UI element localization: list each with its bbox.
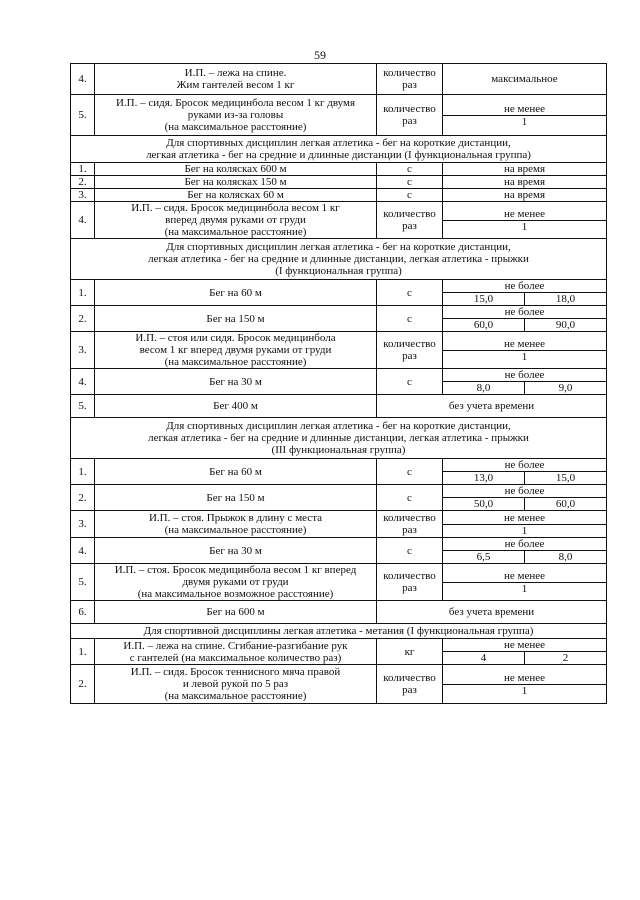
unit-line: с <box>407 286 412 299</box>
value-part: 60,0 <box>473 319 494 331</box>
unit-line: количество <box>383 672 436 684</box>
exercise-line: Бег на колясках 600 м <box>184 163 287 175</box>
value-cell <box>443 280 607 306</box>
section-title-line: Для спортивных дисциплин легкая атлетика - бег на короткие дистанции, <box>166 241 511 253</box>
value-cell <box>443 485 607 511</box>
exercise-line: Бег на 150 м <box>206 491 265 504</box>
value-part: 15,0 <box>473 293 494 305</box>
table-row <box>71 306 607 332</box>
exercise-cell <box>95 189 377 202</box>
value-cell <box>443 459 607 485</box>
row-number: 1. <box>71 639 95 665</box>
value-part: 9,0 <box>524 382 606 394</box>
value-part: 1 <box>521 220 528 233</box>
exercise-line: И.П. – стоя. Бросок медицинбола весом 1 кг вперед <box>114 564 357 576</box>
row-number: 1. <box>71 280 95 306</box>
row-number: 4. <box>71 64 95 95</box>
value-cell <box>443 639 607 665</box>
exercise-cell <box>95 163 377 176</box>
value-parts <box>443 472 606 484</box>
table-row <box>71 564 607 601</box>
table-row <box>71 369 607 395</box>
value-header: не менее <box>443 338 606 351</box>
table-row <box>71 511 607 538</box>
unit-line: раз <box>402 115 417 127</box>
row-number: 4. <box>71 538 95 564</box>
unit-cell <box>377 189 443 202</box>
exercise-cell <box>95 332 377 369</box>
exercise-cell <box>95 176 377 189</box>
exercise-line: (на максимальное расстояние) <box>164 690 307 702</box>
value-header: не более <box>443 538 606 551</box>
exercise-line: И.П. – стоя. Прыжок в длину с места <box>148 512 323 524</box>
exercise-line: И.П. – лежа на спине. <box>184 67 287 79</box>
merged-value-cell <box>377 395 607 418</box>
value-cell <box>443 95 607 136</box>
row-number: 3. <box>71 332 95 369</box>
exercise-cell <box>95 306 377 332</box>
section-header-row <box>71 624 607 639</box>
exercise-line: И.П. – лежа на спине. Сгибание-разгибание рук <box>123 639 348 652</box>
unit-line: раз <box>402 79 417 91</box>
value-text: на время <box>503 189 546 201</box>
exercise-line: Жим гантелей весом 1 кг <box>176 79 295 91</box>
exercise-cell <box>95 564 377 601</box>
unit-cell <box>377 306 443 332</box>
value-cell <box>443 163 607 176</box>
row-number: 6. <box>71 601 95 624</box>
value-text: на время <box>503 163 546 175</box>
value-part: 2 <box>524 652 606 664</box>
exercise-line: вперед двумя руками от груди <box>165 214 306 226</box>
value-header: не менее <box>443 672 606 685</box>
unit-cell <box>377 511 443 538</box>
row-number: 2. <box>71 306 95 332</box>
exercise-cell <box>95 639 377 665</box>
unit-cell <box>377 665 443 704</box>
exercise-line: (на максимальное расстояние) <box>164 121 307 133</box>
unit-line: раз <box>402 684 417 696</box>
value-part: 15,0 <box>524 472 606 484</box>
unit-cell <box>377 485 443 511</box>
unit-cell <box>377 64 443 95</box>
unit-line: с <box>407 189 412 201</box>
value-parts <box>443 652 606 664</box>
unit-line: раз <box>402 582 417 594</box>
row-number: 2. <box>71 485 95 511</box>
value-text: максимальное <box>491 73 558 85</box>
unit-line: количество <box>383 570 436 582</box>
value-part: 50,0 <box>473 498 494 510</box>
value-parts <box>443 685 606 697</box>
unit-line: количество <box>383 512 436 524</box>
table-row <box>71 538 607 564</box>
section-title-line: (I функциональная группа) <box>275 265 402 277</box>
exercise-cell <box>95 95 377 136</box>
exercise-line: Бег на 30 м <box>209 375 262 388</box>
table-row <box>71 176 607 189</box>
value-part: 1 <box>521 115 528 128</box>
value-parts <box>443 583 606 595</box>
value-cell <box>443 369 607 395</box>
value-parts <box>443 293 606 305</box>
value-parts <box>443 382 606 394</box>
exercise-line: И.П. – сидя. Бросок теннисного мяча правой <box>130 666 341 678</box>
unit-line: количество <box>383 103 436 115</box>
unit-line: с <box>407 544 412 557</box>
exercise-line: (на максимальное расстояние) <box>164 356 307 368</box>
exercise-line: Бег на 600 м <box>206 606 265 618</box>
value-cell <box>443 176 607 189</box>
exercise-cell <box>95 485 377 511</box>
value-header: не менее <box>443 208 606 221</box>
value-part: 8,0 <box>524 551 606 563</box>
value-part: 1 <box>521 684 528 697</box>
value-parts <box>443 498 606 510</box>
row-number: 5. <box>71 95 95 136</box>
value-parts <box>443 351 606 363</box>
exercise-line: (на максимальное возможное расстояние) <box>137 588 334 600</box>
section-title-line: (III функциональная группа) <box>271 444 406 456</box>
table-row <box>71 202 607 239</box>
unit-cell <box>377 369 443 395</box>
exercise-cell <box>95 202 377 239</box>
value-cell <box>443 64 607 95</box>
value-cell <box>443 511 607 538</box>
unit-cell <box>377 163 443 176</box>
exercise-line: И.П. – сидя. Бросок медицинбола весом 1 кг двумя <box>115 97 356 109</box>
unit-line: количество <box>383 338 436 350</box>
unit-line: раз <box>402 220 417 232</box>
table-row <box>71 64 607 95</box>
section-title-line: Для спортивной дисциплины легкая атлетика - метания (I функциональная группа) <box>143 625 534 637</box>
table-row <box>71 459 607 485</box>
row-number: 4. <box>71 369 95 395</box>
row-number: 3. <box>71 189 95 202</box>
value-cell <box>443 538 607 564</box>
table-row <box>71 163 607 176</box>
unit-cell <box>377 459 443 485</box>
value-cell <box>443 665 607 704</box>
unit-line: с <box>407 375 412 388</box>
table-row <box>71 189 607 202</box>
value-cell <box>443 306 607 332</box>
unit-line: с <box>407 176 412 188</box>
row-number: 5. <box>71 564 95 601</box>
unit-cell <box>377 332 443 369</box>
exercise-line: двумя руками от груди <box>182 576 289 588</box>
exercise-line: Бег на 60 м <box>209 286 262 299</box>
unit-cell <box>377 176 443 189</box>
exercise-cell <box>95 538 377 564</box>
value-cell <box>443 564 607 601</box>
unit-line: с <box>407 312 412 325</box>
table-row <box>71 485 607 511</box>
row-number: 3. <box>71 511 95 538</box>
unit-line: кг <box>404 645 415 658</box>
row-number: 5. <box>71 395 95 418</box>
value-parts <box>443 525 606 537</box>
exercise-line: (на максимальное расстояние) <box>164 226 307 238</box>
exercise-line: Бег на колясках 150 м <box>184 176 287 188</box>
exercise-line: руками из-за головы <box>187 109 284 121</box>
row-number: 1. <box>71 459 95 485</box>
exercise-cell <box>95 64 377 95</box>
table-row <box>71 639 607 665</box>
unit-cell <box>377 95 443 136</box>
exercise-line: (на максимальное расстояние) <box>164 524 307 536</box>
unit-line: раз <box>402 524 417 536</box>
exercise-line: и левой рукой по 5 раз <box>182 678 289 690</box>
table-row <box>71 665 607 704</box>
exercise-cell <box>95 459 377 485</box>
value-header: не менее <box>443 639 606 652</box>
value-part: 1 <box>521 582 528 595</box>
table-row <box>71 601 607 624</box>
value-header: не более <box>443 306 606 319</box>
value-text: без учета времени <box>448 400 535 412</box>
value-header: не более <box>443 280 606 293</box>
table-row <box>71 95 607 136</box>
section-title-line: Для спортивных дисциплин легкая атлетика - бег на короткие дистанции, <box>166 420 511 432</box>
value-part: 8,0 <box>476 382 491 394</box>
unit-line: с <box>407 465 412 478</box>
value-cell <box>443 332 607 369</box>
section-header-row <box>71 239 607 280</box>
unit-cell <box>377 202 443 239</box>
value-parts <box>443 551 606 563</box>
standards-table <box>70 63 607 704</box>
page-number: 59 <box>314 48 326 62</box>
value-cell <box>443 202 607 239</box>
table-row <box>71 280 607 306</box>
unit-line: с <box>407 491 412 504</box>
section-title <box>71 136 607 163</box>
value-header: не более <box>443 369 606 382</box>
section-header-row <box>71 136 607 163</box>
section-title-line: легкая атлетика - бег на средние и длинные дистанции, легкая атлетика - прыжки <box>148 253 529 265</box>
value-parts <box>443 221 606 233</box>
section-title-line: Для спортивных дисциплин легкая атлетика - бег на короткие дистанции, <box>166 137 511 149</box>
section-title <box>71 239 607 280</box>
value-part: 1 <box>521 350 528 363</box>
unit-cell <box>377 639 443 665</box>
unit-line: количество <box>383 67 436 79</box>
section-title-line: легкая атлетика - бег на средние и длинные дистанции, легкая атлетика - прыжки <box>148 432 529 444</box>
value-part: 18,0 <box>524 293 606 305</box>
value-part: 6,5 <box>476 551 491 563</box>
exercise-cell <box>95 395 377 418</box>
unit-line: с <box>407 163 412 175</box>
table-row <box>71 395 607 418</box>
merged-value-cell <box>377 601 607 624</box>
exercise-line: Бег на 60 м <box>209 465 262 478</box>
unit-line: количество <box>383 208 436 220</box>
value-part: 13,0 <box>473 472 494 484</box>
row-number: 4. <box>71 202 95 239</box>
exercise-line: Бег на колясках 60 м <box>187 189 284 201</box>
value-header: не более <box>443 459 606 472</box>
value-part: 90,0 <box>524 319 606 331</box>
section-title <box>71 418 607 459</box>
unit-line: раз <box>402 350 417 362</box>
exercise-line: весом 1 кг вперед двумя руками от груди <box>139 344 332 356</box>
value-parts <box>443 116 606 128</box>
value-text: на время <box>503 176 546 188</box>
exercise-cell <box>95 601 377 624</box>
value-part: 60,0 <box>524 498 606 510</box>
exercise-cell <box>95 665 377 704</box>
unit-cell <box>377 538 443 564</box>
section-title <box>71 624 607 639</box>
section-title-line: легкая атлетика - бег на средние и длинные дистанции (I функциональная группа) <box>146 149 531 161</box>
unit-cell <box>377 564 443 601</box>
exercise-line: И.П. – стоя или сидя. Бросок медицинбола <box>135 332 336 344</box>
value-text: без учета времени <box>448 606 535 618</box>
value-part: 4 <box>480 652 487 664</box>
value-header: не менее <box>443 570 606 583</box>
exercise-line: Бег на 30 м <box>209 544 262 557</box>
row-number: 2. <box>71 176 95 189</box>
value-header: не менее <box>443 103 606 116</box>
exercise-cell <box>95 369 377 395</box>
value-parts <box>443 319 606 331</box>
table-row <box>71 332 607 369</box>
exercise-line: Бег на 150 м <box>206 312 265 325</box>
value-part: 1 <box>521 524 528 537</box>
exercise-line: И.П. – сидя. Бросок медицинбола весом 1 кг <box>131 202 340 214</box>
exercise-line: с гантелей (на максимальное количество раз) <box>129 651 342 664</box>
unit-cell <box>377 280 443 306</box>
exercise-cell <box>95 280 377 306</box>
section-header-row <box>71 418 607 459</box>
row-number: 2. <box>71 665 95 704</box>
value-header: не более <box>443 485 606 498</box>
row-number: 1. <box>71 163 95 176</box>
value-header: не менее <box>443 512 606 525</box>
exercise-line: Бег 400 м <box>213 400 258 412</box>
exercise-cell <box>95 511 377 538</box>
value-cell <box>443 189 607 202</box>
